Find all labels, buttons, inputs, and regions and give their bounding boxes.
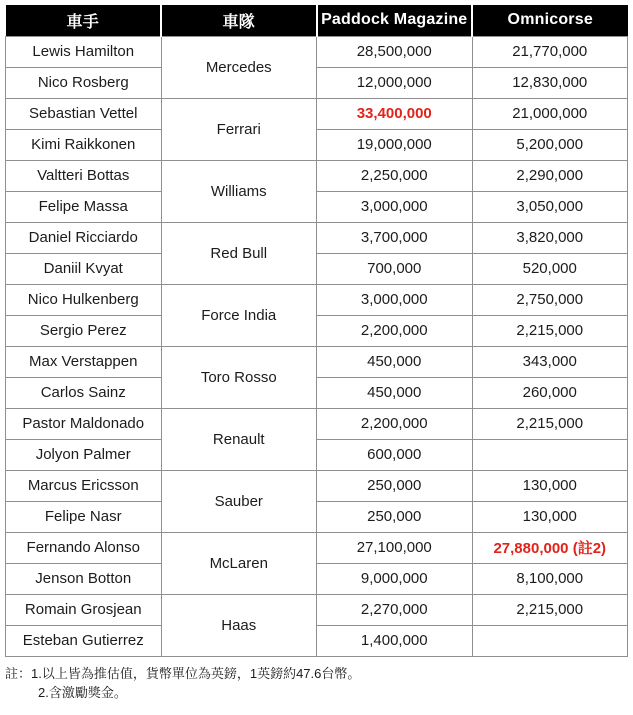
team-cell: McLaren (161, 532, 317, 594)
driver-name-cell: Sebastian Vettel (6, 98, 162, 129)
omnicorse-value-cell: 130,000 (472, 501, 628, 532)
driver-name-cell: Felipe Massa (6, 191, 162, 222)
paddock-value-cell: 3,700,000 (317, 222, 473, 253)
paddock-value-cell: 450,000 (317, 346, 473, 377)
omnicorse-value-cell: 343,000 (472, 346, 628, 377)
table-row (6, 98, 628, 129)
table-row (6, 625, 628, 656)
table-row (6, 191, 628, 222)
table-row (6, 470, 628, 501)
paddock-value-cell: 250,000 (317, 470, 473, 501)
driver-name-cell: Max Verstappen (6, 346, 162, 377)
omnicorse-value-cell: 520,000 (472, 253, 628, 284)
table-row (6, 377, 628, 408)
footnote-line-1: 註：1.以上皆為推估值，貨幣單位為英鎊，1英鎊約47.6台幣。 (5, 665, 361, 681)
paddock-value-cell: 1,400,000 (317, 625, 473, 656)
driver-name-cell: Lewis Hamilton (6, 36, 162, 67)
driver-name-cell: Fernando Alonso (6, 532, 162, 563)
driver-name-cell: Daniel Ricciardo (6, 222, 162, 253)
driver-name-cell: Pastor Maldonado (6, 408, 162, 439)
header-omnicorse: Omnicorse (472, 5, 628, 36)
team-cell: Toro Rosso (161, 346, 317, 408)
driver-name-cell: Daniil Kvyat (6, 253, 162, 284)
omnicorse-value-cell: 2,750,000 (472, 284, 628, 315)
omnicorse-value-cell: 3,820,000 (472, 222, 628, 253)
driver-name-cell: Valtteri Bottas (6, 160, 162, 191)
omnicorse-value-cell: 2,215,000 (472, 315, 628, 346)
paddock-value-cell: 2,250,000 (317, 160, 473, 191)
team-cell: Mercedes (161, 36, 317, 98)
driver-salary-table (5, 5, 628, 657)
table-row (6, 67, 628, 98)
table-body (6, 36, 628, 656)
team-cell: Red Bull (161, 222, 317, 284)
table-row (6, 594, 628, 625)
team-cell: Sauber (161, 470, 317, 532)
paddock-value-cell: 28,500,000 (317, 36, 473, 67)
table-row (6, 315, 628, 346)
footnote-line-2: 2.含激勵獎金。 (38, 684, 127, 700)
table-row (6, 532, 628, 563)
paddock-value-cell: 600,000 (317, 439, 473, 470)
driver-name-cell: Jolyon Palmer (6, 439, 162, 470)
driver-name-cell: Esteban Gutierrez (6, 625, 162, 656)
omnicorse-value-cell: 2,290,000 (472, 160, 628, 191)
paddock-value-cell: 2,200,000 (317, 408, 473, 439)
driver-name-cell: Romain Grosjean (6, 594, 162, 625)
paddock-value-cell: 2,270,000 (317, 594, 473, 625)
table-header (6, 5, 628, 36)
header-team: 車隊 (161, 5, 317, 36)
omnicorse-value-cell: 130,000 (472, 470, 628, 501)
driver-name-cell: Carlos Sainz (6, 377, 162, 408)
paddock-value-cell: 27,100,000 (317, 532, 473, 563)
paddock-value-cell: 2,200,000 (317, 315, 473, 346)
team-cell: Ferrari (161, 98, 317, 160)
driver-name-cell: Jenson Botton (6, 563, 162, 594)
omnicorse-value-cell: 21,770,000 (472, 36, 628, 67)
team-cell: Force India (161, 284, 317, 346)
table-row (6, 284, 628, 315)
omnicorse-value-cell: 3,050,000 (472, 191, 628, 222)
table-row (6, 346, 628, 377)
footnotes (5, 657, 628, 702)
table-row (6, 501, 628, 532)
header-paddock-magazine: Paddock Magazine (317, 5, 473, 36)
paddock-value-cell: 3,000,000 (317, 284, 473, 315)
omnicorse-value-cell: 2,215,000 (472, 408, 628, 439)
team-cell: Williams (161, 160, 317, 222)
paddock-value-cell: 450,000 (317, 377, 473, 408)
driver-name-cell: Marcus Ericsson (6, 470, 162, 501)
driver-name-cell: Nico Rosberg (6, 67, 162, 98)
table-row (6, 408, 628, 439)
omnicorse-value-cell: 12,830,000 (472, 67, 628, 98)
driver-name-cell: Kimi Raikkonen (6, 129, 162, 160)
paddock-value-cell: 250,000 (317, 501, 473, 532)
paddock-value-cell: 700,000 (317, 253, 473, 284)
driver-name-cell: Sergio Perez (6, 315, 162, 346)
omnicorse-value-cell: 8,100,000 (472, 563, 628, 594)
team-cell: Renault (161, 408, 317, 470)
omnicorse-value-cell: 27,880,000 (註2) (472, 532, 628, 563)
header-driver: 車手 (6, 5, 162, 36)
table-row (6, 439, 628, 470)
paddock-value-cell: 12,000,000 (317, 67, 473, 98)
omnicorse-value-cell (472, 439, 628, 470)
omnicorse-value-cell: 2,215,000 (472, 594, 628, 625)
table-row (6, 129, 628, 160)
table-row (6, 253, 628, 284)
team-cell: Haas (161, 594, 317, 656)
table-row (6, 222, 628, 253)
paddock-value-cell: 33,400,000 (317, 98, 473, 129)
table-row (6, 563, 628, 594)
omnicorse-value-cell (472, 625, 628, 656)
table-row (6, 160, 628, 191)
omnicorse-value-cell: 21,000,000 (472, 98, 628, 129)
paddock-value-cell: 19,000,000 (317, 129, 473, 160)
paddock-value-cell: 3,000,000 (317, 191, 473, 222)
table-row (6, 36, 628, 67)
omnicorse-value-cell: 5,200,000 (472, 129, 628, 160)
paddock-value-cell: 9,000,000 (317, 563, 473, 594)
header-row (6, 5, 628, 36)
driver-name-cell: Nico Hulkenberg (6, 284, 162, 315)
omnicorse-value-cell: 260,000 (472, 377, 628, 408)
driver-name-cell: Felipe Nasr (6, 501, 162, 532)
